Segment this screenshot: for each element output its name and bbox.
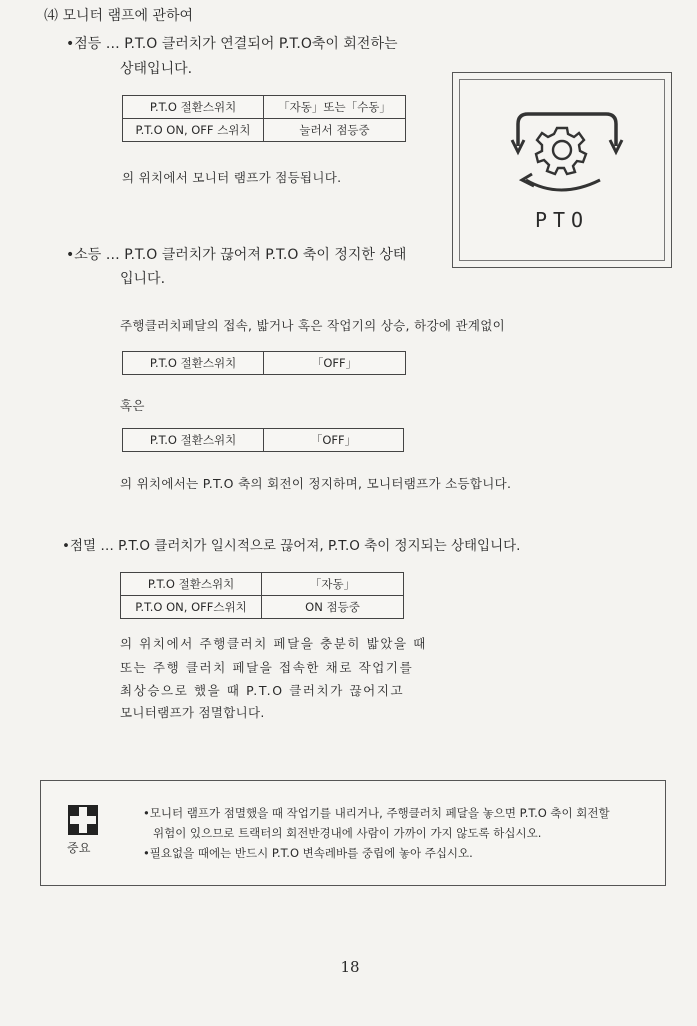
- off-title-cont: 입니다.: [120, 271, 166, 287]
- lit-after-text: 의 위치에서 모니터 램프가 점등됩니다.: [122, 170, 342, 185]
- table-cell: ON 점등중: [262, 596, 404, 619]
- pto-illustration: [452, 72, 672, 268]
- table-row: [123, 352, 406, 375]
- table-cell: P.T.O ON, OFF 스위치: [123, 119, 264, 142]
- off-description: 주행클러치페달의 접속, 밟거나 혹은 작업기의 상승, 하강에 관계없이: [120, 318, 505, 333]
- important-label: 중요: [67, 841, 91, 855]
- page-number: 18: [340, 958, 360, 976]
- table-row: [123, 119, 406, 142]
- off-title: •소등 … P.T.O 클러치가 끊어져 P.T.O 축이 정지한 상태: [66, 247, 407, 263]
- table-cell: 「자동」또는「수동」: [264, 96, 406, 119]
- blink-line-3: 최상승으로 했을 때 P.T.O 클러치가 끊어지고: [120, 683, 405, 698]
- illustration-frame: [459, 79, 665, 261]
- table-cell: 「OFF」: [264, 429, 404, 452]
- pto-label: PTO: [534, 208, 590, 232]
- blink-switch-table: [120, 572, 404, 619]
- lit-switch-table: [122, 95, 406, 142]
- table-cell: P.T.O 절환스위치: [123, 352, 264, 375]
- blink-line-4: 모니터램프가 점멸합니다.: [120, 705, 265, 720]
- pto-gear-icon: [460, 80, 664, 260]
- or-text: 혹은: [120, 398, 145, 413]
- table-cell: P.T.O 절환스위치: [121, 573, 262, 596]
- off-switch-table-1: [122, 351, 406, 375]
- section-heading: ⑷ 모니터 램프에 관하여: [44, 8, 194, 24]
- off-after-text: 의 위치에서는 P.T.O 축의 회전이 정지하며, 모니터램프가 소등합니다.: [120, 476, 512, 491]
- important-bullet-1-cont: 위험이 있으므로 트랙터의 회전반경내에 사람이 가까이 가지 않도록 하십시오.: [153, 826, 542, 840]
- table-cell: 「OFF」: [264, 352, 406, 375]
- blink-title: •점멸 … P.T.O 클러치가 일시적으로 끊어져, P.T.O 축이 정지되는 상태입니다.: [62, 538, 521, 554]
- off-switch-table-2: [122, 428, 404, 452]
- important-bullet-2: •필요없을 때에는 반드시 P.T.O 변속레바를 중립에 놓아 주십시오.: [143, 846, 473, 860]
- table-cell: 눌러서 점등중: [264, 119, 406, 142]
- lit-title: •점등 … P.T.O 클러치가 연결되어 P.T.O축이 회전하는: [66, 36, 398, 52]
- table-cell: P.T.O ON, OFF스위치: [121, 596, 262, 619]
- blink-line-1: 의 위치에서 주행클러치 페달을 충분히 밟았을 때: [120, 636, 427, 651]
- table-cell: P.T.O 절환스위치: [123, 429, 264, 452]
- table-row: [123, 429, 404, 452]
- important-note-box: [40, 780, 666, 886]
- important-cross-icon: [68, 805, 98, 835]
- table-cell: 「자동」: [262, 573, 404, 596]
- lit-title-cont: 상태입니다.: [120, 61, 193, 77]
- table-row: [123, 96, 406, 119]
- table-row: [121, 573, 404, 596]
- blink-line-2: 또는 주행 클러치 페달을 접속한 채로 작업기를: [120, 660, 414, 675]
- table-cell: P.T.O 절환스위치: [123, 96, 264, 119]
- important-bullet-1: •모니터 램프가 점멸했을 때 작업기를 내리거나, 주행클러치 페달을 놓으면 P.T.O 축이 회전할: [143, 806, 610, 820]
- table-row: [121, 596, 404, 619]
